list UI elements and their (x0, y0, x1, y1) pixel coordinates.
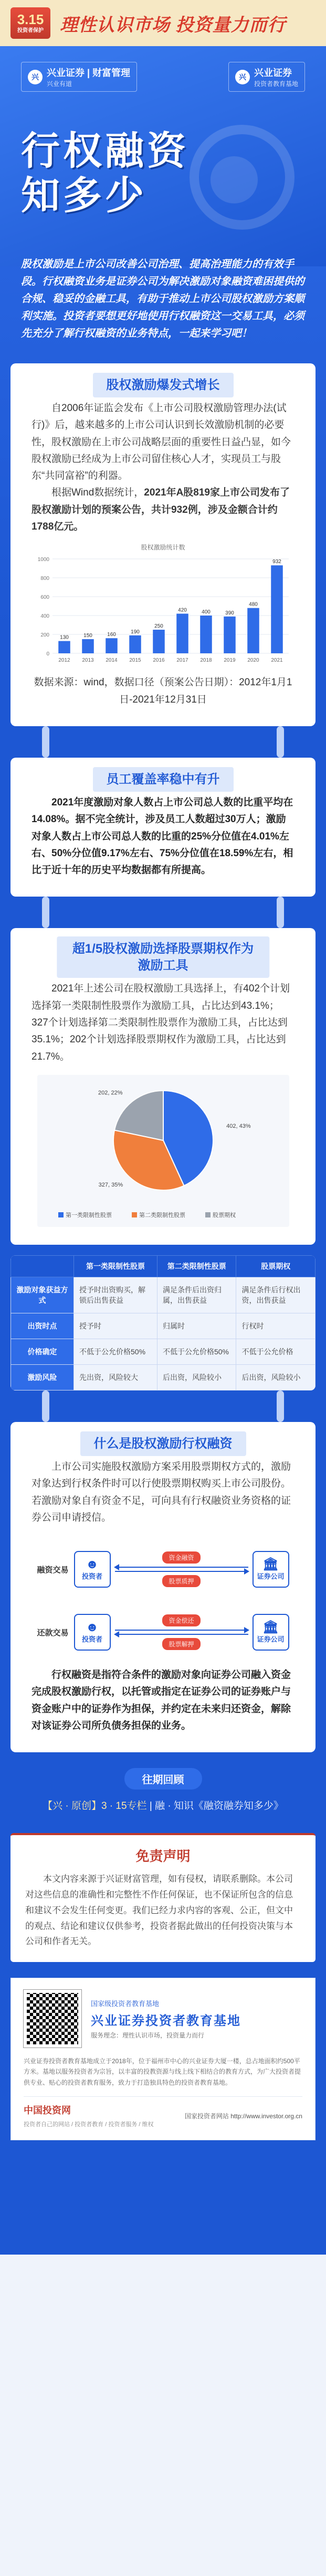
footer-brand-small: 国家级投资者教育基地 (91, 1999, 160, 2008)
y-tick-label: 1000 (37, 557, 49, 563)
disclaimer-body: 本文内容来源于兴证财富管理，如有侵权，请联系删除。本公司对这些信息的准确性和完整性不作任何保证，也不保证所包含的信息和建议不会发生任何变更。我们已经力求内容的客观、公正，但文中的观点、结论和建议仅供参考，投资者据此做出的任何投资决策与本公司和作者无关。 (25, 1874, 293, 1947)
flow-pill: 股票解押 (162, 1638, 200, 1650)
flow-pill: 资金融资 (162, 1551, 200, 1564)
decorative-circle (211, 156, 258, 203)
bar-data-label: 420 (178, 607, 187, 613)
legend-label: 股票期权 (212, 1212, 236, 1219)
bar-data-label: 400 (202, 609, 211, 616)
bar-data-label: 480 (249, 601, 258, 608)
comparison-table (10, 1255, 316, 1391)
chart-title: 股权激励统计数 (141, 544, 185, 552)
section-employee-coverage (10, 758, 316, 897)
section1-para2: 根据Wind数据统计，2021年A股819家上市公司发布了股权激励计划的预案公告，共计932例，涉及金额合计约1788亿元。 (31, 487, 290, 533)
cif-slogan: 投资者自己的网站 / 投资者教育 / 投资者服务 / 维权 (24, 2121, 154, 2128)
section4-para1: 上市公司实施股权激励方案采用股票期权方式的，激励对象达到行权条件时可以行使股票期权购买上市公司股份。若激励对象自有资金不足，可向具有行权融资业务资格的证券公司申请授信。 (31, 1461, 291, 1523)
bank-icon: 🏛 (262, 1620, 279, 1634)
x-tick-label: 2020 (247, 658, 259, 664)
table-row (11, 1277, 316, 1313)
x-tick-label: 2017 (176, 658, 188, 664)
bar-data-label: 390 (225, 610, 234, 617)
table-cell: 授予时 (74, 1313, 157, 1339)
logo-right (228, 62, 305, 92)
x-tick-label: 2012 (58, 658, 70, 664)
arrow-left-icon (115, 1567, 248, 1568)
arrow-right-icon (115, 1571, 248, 1572)
pie-data-label: 202, 22% (98, 1090, 123, 1096)
flow-repay-arrows (111, 1614, 253, 1650)
bar (106, 639, 118, 654)
section-title: 超1/5股权激励选择股票期权作为 激励工具 (57, 936, 269, 977)
badge-number: 3.15 (17, 12, 44, 27)
cif-logo: 中国投资网 (24, 2105, 71, 2116)
section4-para2: 行权融资是指符合条件的激励对象向证券公司融入资金完成股权激励行权，以托管或指定在证券公司的证券账户与资金账户中的证券作为担保，并约定在未来归还资金，解除对该证券公司所负债务担保的业务。 (31, 1669, 291, 1732)
x-tick-label: 2019 (224, 658, 236, 664)
flow-financing-label: 融资交易 (37, 1565, 69, 1575)
logo-mark-icon: 兴 (28, 70, 43, 84)
footer-top (24, 1990, 302, 2047)
legend-swatch (58, 1212, 64, 1217)
table-cell: 授予时出资购买，解锁后出售获益 (74, 1277, 157, 1313)
pie-data-label: 327, 35% (98, 1182, 123, 1189)
legend-swatch (132, 1212, 137, 1217)
bar-chart (31, 543, 295, 669)
bar-data-label: 250 (154, 623, 163, 630)
footer-desc: 兴业证券投资者教育基地成立于2018年，位于福州市中心的兴业证券大厦一楼，总占地面积约500平方米。基地以服务投资者为宗旨，以丰富的投教资源与线上线下相结合的教育方式，为广大投资者提供专业、贴心的投资者教育服务，致力于打造独具特色的投资者教育基地。 (24, 2057, 301, 2086)
user-icon: ☻ (85, 1620, 99, 1634)
legend-label: 第一类限制性股票 (65, 1212, 112, 1219)
arrow-left-icon (115, 1634, 248, 1635)
y-tick-label: 400 (40, 613, 49, 620)
header (0, 46, 326, 266)
bar (153, 630, 165, 653)
past-review (0, 1768, 326, 1812)
footer-brand-sub: 服务理念：理性认识市场，投资量力而行 (91, 2031, 205, 2039)
legend-label: 第二类限制性股票 (139, 1212, 185, 1219)
connector (10, 1391, 316, 1422)
table-cell: 不低于公允价格 (236, 1339, 316, 1364)
footer-bottom (24, 2096, 302, 2128)
badge-sub: 投资者保护 (17, 28, 44, 34)
pie-data-label: 402, 43% (226, 1123, 251, 1129)
bar-chart-svg (31, 554, 294, 669)
table-cell: 不低于公允价格50% (157, 1339, 236, 1364)
disclaimer (10, 1833, 316, 1962)
bar-data-label: 130 (60, 634, 69, 641)
bar (82, 639, 94, 653)
section3-para: 2021年上述公司在股权激励工具选择上，有402个计划选择第一类限制性股票作为激励工具，占比达到43.1%；327个计划选择第二类限制性股票作为激励工具，占比达到35.1%；202个计划选择股票期权作为激励工具，占比达到21.7%。 (31, 983, 290, 1062)
y-tick-label: 200 (40, 632, 49, 639)
x-tick-label: 2021 (271, 658, 283, 664)
page-title: 行权融资 知多少 (21, 129, 189, 218)
y-tick-label: 600 (40, 595, 49, 601)
bar (224, 617, 236, 653)
bar (58, 641, 70, 653)
comparison-table-wrap (10, 1255, 316, 1391)
bar (247, 608, 259, 653)
bar-data-label: 932 (272, 559, 281, 565)
y-tick-label: 800 (40, 576, 49, 582)
row-head: 激励风险 (11, 1364, 74, 1390)
table-header: 第一类限制性股票 (74, 1255, 157, 1277)
315-badge (10, 7, 50, 39)
pie-chart (37, 1075, 289, 1227)
flow-pill: 资金偿还 (162, 1614, 200, 1626)
row-head: 出资时点 (11, 1313, 74, 1339)
flow-investor-box: ☻ 投资者 (74, 1614, 111, 1651)
section-title: 什么是股权激励行权融资 (80, 1431, 246, 1456)
x-tick-label: 2013 (82, 658, 94, 664)
y-tick-label: 0 (46, 651, 49, 658)
intro-text: 股权激励是上市公司改善公司治理、提高治理能力的有效手段。行权融资业务是证券公司为解决激励对象融资难困提供的合规、稳妥的金融工具，有助于推动上市公司股权激励方案顺利实施。投资者要想更好地使用行权融资这一交易工具，必须先充分了解行权融资的业务特点，一起来学习吧！ (21, 258, 304, 339)
flow-repay-row (37, 1601, 289, 1664)
banner-slogan: 理性认识市场 投资量力而行 (60, 15, 286, 35)
footer-brand-name: 兴业证券投资者教育基地 (91, 2013, 241, 2028)
arrow-right-icon (115, 1630, 248, 1631)
past-review-title: 往期回顾 (124, 1768, 202, 1790)
bar (129, 635, 141, 653)
flow-broker-box: 🏛 证券公司 (253, 1614, 289, 1651)
logo-left (21, 62, 137, 92)
table-row (11, 1364, 316, 1390)
logo-right-name: 兴业证券 (254, 68, 292, 78)
top-banner (0, 0, 326, 46)
footer-brand (91, 1998, 302, 2040)
table-cell: 不低于公允价格50% (74, 1339, 157, 1364)
table-row (11, 1339, 316, 1364)
table-header (11, 1255, 74, 1277)
table-header: 第二类限制性股票 (157, 1255, 236, 1277)
x-tick-label: 2015 (129, 658, 141, 664)
bar (271, 566, 283, 654)
bar (176, 614, 188, 654)
table-cell: 后出资，风险较小 (236, 1364, 316, 1390)
table-cell: 满足条件后出资归属，出售获益 (157, 1277, 236, 1313)
section-title: 股权激励爆发式增长 (93, 373, 234, 397)
table-header-row (11, 1255, 316, 1277)
legend-swatch (205, 1212, 211, 1217)
bar-data-label: 160 (107, 632, 116, 638)
user-icon: ☻ (85, 1557, 99, 1571)
pie-chart-svg (37, 1075, 289, 1227)
section1-para1: 自2006年证监会发布《上市公司股权激励管理办法(试行)》后，越来越多的上市公司认识到长效激励机制的必要性，股权激励在上市公司战略层面的重要性日益凸显，如今股权激励已经成为上市公司留住核心人才，实现员工与股东“共同富裕”的利器。 (31, 403, 291, 482)
bar-data-label: 190 (131, 629, 140, 635)
logo-left-tagline: 兴业有道 (47, 80, 72, 88)
cif-url[interactable]: 国家投资者网站 http://www.investor.org.cn (184, 2112, 302, 2120)
row-head: 激励对象获益方式 (11, 1277, 74, 1313)
data-source: 数据来源：wind，数据口径（预案公告日期）：2012年1月1日-2021年12月31日 (34, 677, 292, 705)
flow-pill: 股票质押 (162, 1575, 200, 1587)
bar-data-label: 150 (83, 633, 92, 639)
connector (10, 897, 316, 928)
logo-right-sub: 投资者教育基地 (254, 80, 298, 88)
row-head: 价格确定 (11, 1339, 74, 1364)
disclaimer-title: 免责声明 (135, 1848, 191, 1864)
table-cell: 行权时 (236, 1313, 316, 1339)
flow-broker-box: 🏛 证券公司 (253, 1551, 289, 1588)
footer (10, 1978, 316, 2140)
table-row (11, 1313, 316, 1339)
bank-icon: 🏛 (262, 1557, 279, 1571)
table-cell: 先出资，风险较大 (74, 1364, 157, 1390)
bar (200, 616, 212, 653)
table-cell: 满足条件后行权出资，出售获益 (236, 1277, 316, 1313)
flow-investor-box: ☻ 投资者 (74, 1551, 111, 1588)
flow-financing-row (37, 1538, 289, 1601)
logo-row (21, 62, 305, 92)
flow-financing-arrows (111, 1551, 253, 1587)
table-cell: 后出资，风险较小 (157, 1364, 236, 1390)
section-exercise-financing (10, 1422, 316, 1752)
x-tick-label: 2018 (200, 658, 212, 664)
x-tick-label: 2014 (106, 658, 118, 664)
connector (10, 726, 316, 758)
qr-code-icon[interactable] (24, 1990, 81, 2047)
x-tick-label: 2016 (153, 658, 165, 664)
section2-para: 2021年度激励对象人数占上市公司总人数的比重平均在14.08%。据不完全统计，涉及员工人数超过30万人；激励对象人数占上市公司总人数的比重的25%分位值在4.01%左右、50%分位值9.17%左右、75%分位值在18.59%左右，相比于近十年的历史平均数据都有所提高。 (31, 796, 293, 876)
table-header: 股票期权 (236, 1255, 316, 1277)
table-cell: 归属时 (157, 1313, 236, 1339)
logo-mark-icon: 兴 (235, 70, 250, 84)
past-review-link[interactable]: 【兴 · 原创】3 · 15专栏 | 融 · 知识《融资融券知多少》 (43, 1801, 283, 1812)
flow-repay-label: 还款交易 (37, 1628, 69, 1637)
section-incentive-tools (10, 928, 316, 1244)
logo-left-name: 兴业证券 | 财富管理 (47, 68, 131, 78)
section-equity-incentive-growth (10, 363, 316, 726)
flow-diagram (37, 1538, 289, 1664)
section-title: 员工覆盖率稳中有升 (93, 767, 234, 792)
